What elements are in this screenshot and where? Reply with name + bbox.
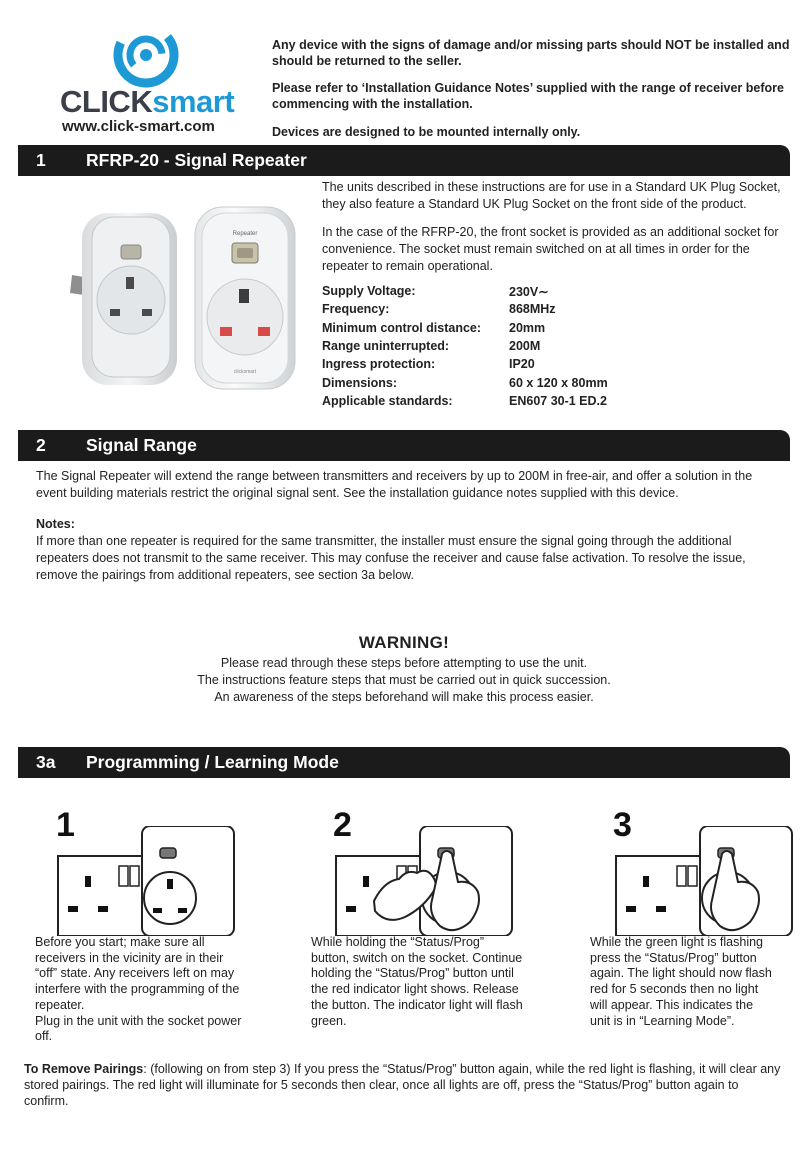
section-2-header: [18, 430, 790, 461]
section-3a-number: 3a: [36, 752, 56, 772]
repeater-product-image: [62, 205, 307, 395]
section-2-title: Signal Range: [86, 435, 197, 455]
warning-block: [0, 634, 808, 706]
notes-text: If more than one repeater is required for the same transmitter, the installer must ensure the signal going through the additional repeaters does not transmit to the same receiver. This may confuse the receiver and cause false activation. To resolve the issue, remove the pairings from additional repeaters, see section 3a below.: [36, 534, 746, 582]
spec-key: Frequency:: [322, 302, 390, 317]
device-label: Repeater: [232, 231, 258, 237]
spec-value: IP20: [509, 357, 535, 372]
svg-text:clicksmart: clicksmart: [233, 369, 257, 375]
section-1-header: [18, 145, 790, 176]
spec-row: [322, 282, 669, 300]
spec-key: Applicable standards:: [322, 393, 453, 408]
section-1-description: [322, 179, 792, 286]
section-2-number: 2: [36, 435, 46, 455]
spec-table: [322, 282, 669, 410]
spec-key: Supply Voltage:: [322, 284, 416, 299]
warning-line-2: The instructions feature steps that must be carried out in quick succession.: [197, 673, 611, 687]
spec-row: [322, 319, 669, 337]
spec-value: 60 x 120 x 80mm: [509, 375, 608, 390]
step-3-number: 3: [613, 806, 632, 844]
step-3-text: While the green light is flashing press the “Status/Prog” button again. The light should now flash red for 5 seconds then no light will appear. This indicates the unit is in “Learning Mode”.: [590, 935, 772, 1028]
section-2-paragraph: The Signal Repeater will extend the range between transmitters and receivers by up to 200M in free-air, and offer a solution in the event building materials restrict the original signal sent. See the installation guidance notes supplied with this device.: [36, 469, 753, 500]
step-2-socket-illustration: [334, 826, 519, 936]
section-3a-header: [18, 747, 790, 778]
section-1-paragraph-1: The units described in these instructions are for use in a Standard UK Plug Socket, they also feature a Standard UK Plug Socket on the front side of the product.: [322, 180, 781, 211]
section-1-paragraph-2: In the case of the RFRP-20, the front socket is provided as an additional socket for convenience. The socket must remain switched on at all times in order for the repeater to remain operational.: [322, 225, 779, 273]
logo-wordmark: [60, 84, 234, 120]
warning-line-3: An awareness of the steps beforehand will make this process easier.: [214, 690, 594, 704]
notes-heading: Notes:: [36, 517, 75, 531]
spec-row: [322, 300, 669, 318]
spec-row: [322, 373, 669, 391]
step-1-number: 1: [56, 806, 75, 844]
step-2-number: 2: [333, 806, 352, 844]
remove-pairings-note: [24, 1061, 784, 1109]
spec-value: 20mm: [509, 320, 546, 335]
section-2-body: [36, 468, 776, 584]
spec-row: [322, 337, 669, 355]
spec-value: 200M: [509, 339, 541, 354]
warning-title: WARNING!: [358, 633, 450, 652]
spec-value: 868MHz: [509, 302, 556, 317]
spec-key: Ingress protection:: [322, 357, 436, 372]
remove-pairings-text: : (following on from step 3) If you press the “Status/Prog” button again, while the red light is flashing, it will clear any stored pairings. The red light will illuminate for 5 seconds then clear, once all lights are off, press the “Status/Prog” button again to confirm.: [24, 1062, 781, 1108]
step-3-socket-illustration: [614, 826, 799, 936]
section-1-number: 1: [36, 150, 46, 170]
section-3a-title: Programming / Learning Mode: [86, 752, 339, 772]
section-1-title: RFRP-20 - Signal Repeater: [86, 150, 307, 170]
spec-value: 230V∼: [509, 284, 549, 299]
spec-key: Minimum control distance:: [322, 320, 482, 335]
spec-value: EN607 30-1 ED.2: [509, 393, 607, 408]
logo-part-click: CLICK: [60, 84, 153, 119]
spec-row: [322, 392, 669, 410]
step-2-text: While holding the “Status/Prog” button, switch on the socket. Continue holding the “Status/Prog” button until the red indicator light shows. Release the button. The indicator light will flash green.: [311, 935, 523, 1028]
spec-key: Range uninterrupted:: [322, 339, 450, 354]
step-1-text: Before you start; make sure all receivers in the vicinity are in their “off” state. Any receivers left on may interfere with the programming of the repeater. Plug in the unit with the socket power off.: [35, 935, 242, 1044]
intro-guidance-note: Please refer to ‘Installation Guidance Notes’ supplied with the range of receiver before commencing with the installation.: [272, 81, 784, 111]
intro-block: [272, 37, 792, 151]
intro-damage-note: Any device with the signs of damage and/or missing parts should NOT be installed and should be returned to the seller.: [272, 38, 790, 68]
website-url[interactable]: www.click-smart.com: [62, 118, 215, 135]
warning-line-1: Please read through these steps before attempting to use the unit.: [220, 656, 588, 670]
intro-internal-note: Devices are designed to be mounted internally only.: [272, 125, 581, 139]
spec-row: [322, 355, 669, 373]
logo-part-smart: smart: [152, 84, 235, 119]
spec-key: Dimensions:: [322, 375, 398, 390]
remove-pairings-label: To Remove Pairings: [24, 1062, 144, 1076]
step-1-socket-illustration: [56, 826, 241, 936]
